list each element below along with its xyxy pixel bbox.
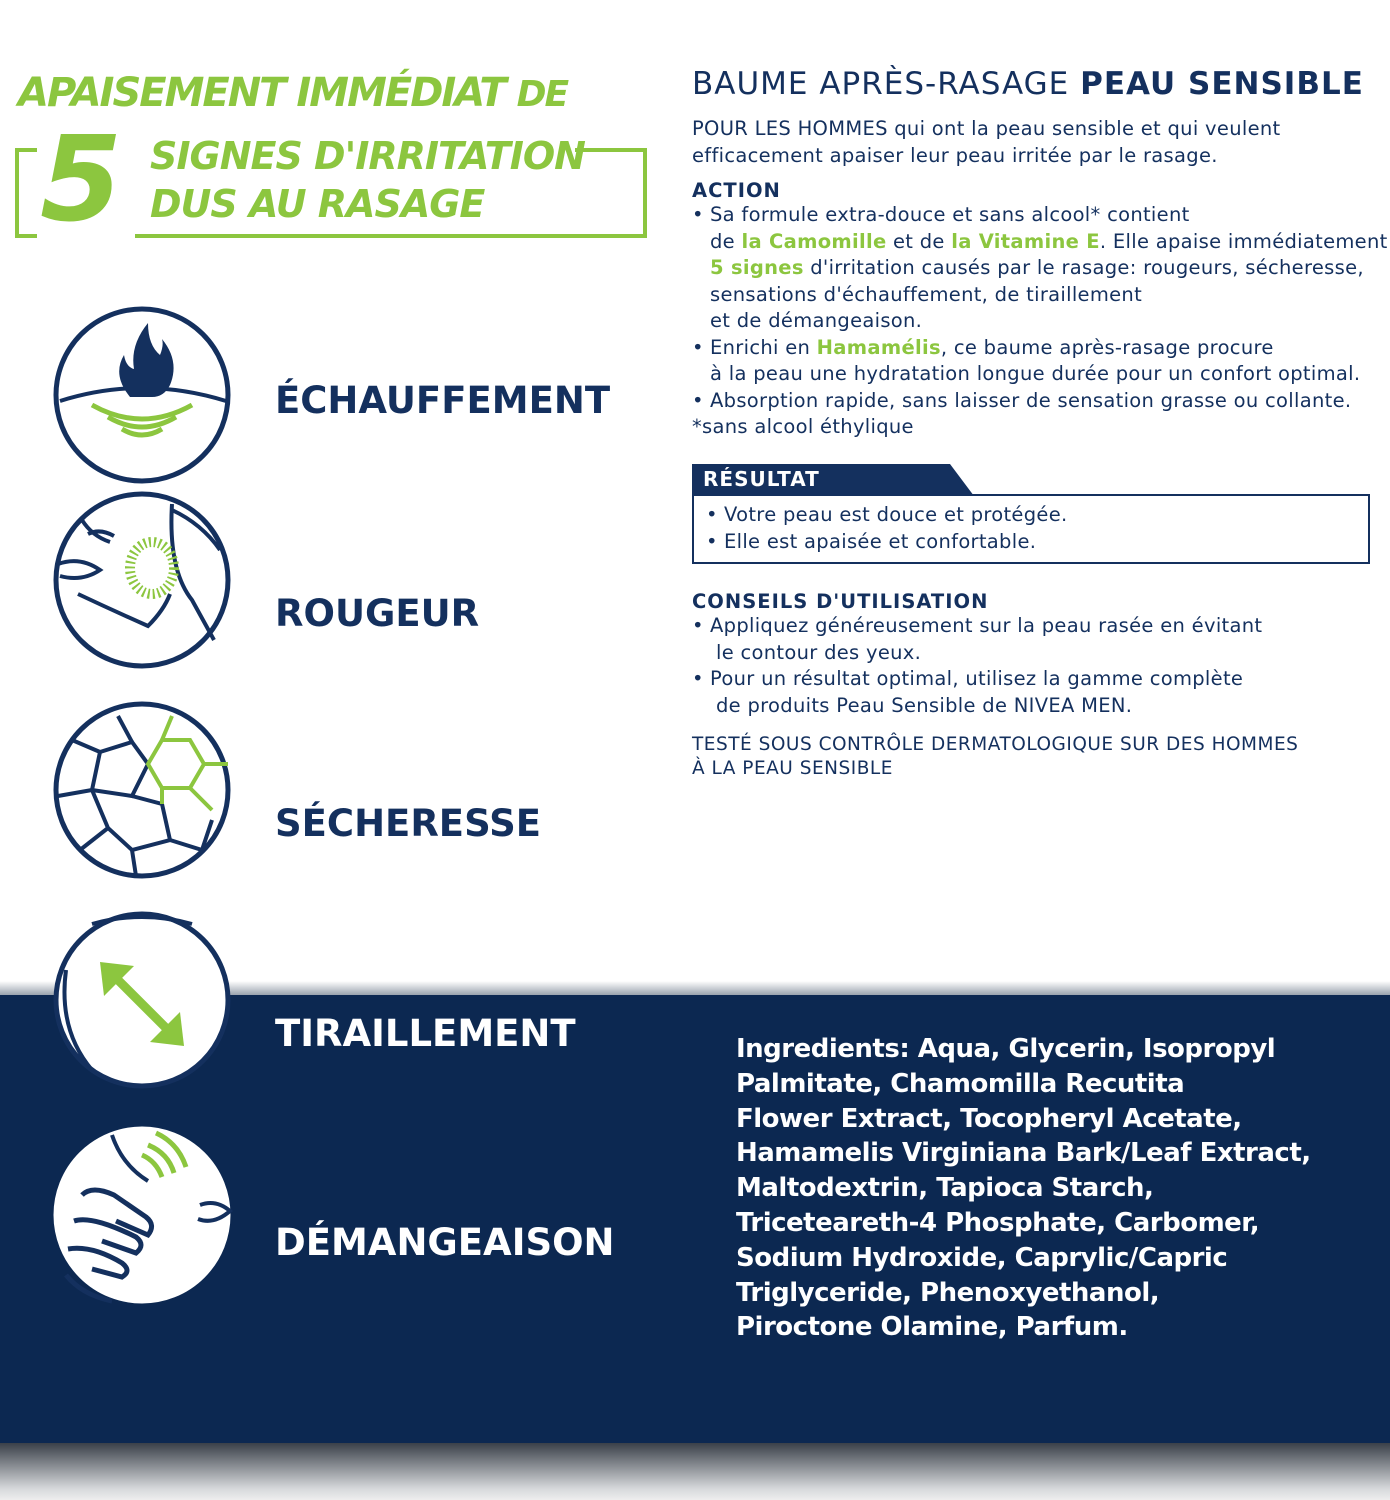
itching-face-icon bbox=[52, 1125, 234, 1307]
face-redness-icon bbox=[52, 490, 234, 672]
symptom-label: DÉMANGEAISON bbox=[275, 1221, 615, 1264]
dermatology-claim: TESTÉ SOUS CONTRÔLE DERMATOLOGIQUE SUR DES HOMMES À LA PEAU SENSIBLE bbox=[692, 734, 1299, 779]
symptom-label: TIRAILLEMENT bbox=[275, 1012, 576, 1055]
headline-line1: APAISEMENT IMMÉDIAT DE bbox=[18, 70, 568, 116]
advice-list: • Appliquez généreusement sur la peau rasée en évitant le contour des yeux. • Pour un résultat optimal, utilisez la gamme complète de produits Peau Sensible de NIVEA MEN. bbox=[692, 613, 1382, 719]
symptom-dryness bbox=[52, 700, 642, 880]
symptom-label: ROUGEUR bbox=[275, 592, 480, 635]
fire-on-skin-icon bbox=[52, 305, 234, 487]
usage-advice bbox=[692, 590, 1382, 781]
action-list: • Sa formule extra-douce et sans alcool* contient de la Camomille et de la Vitamine E. Elle apaise immédiatement 5 signes d'irritation causés par le rasage: rougeurs, sécheresse, sensations d'échauffement, de tiraillement et de démangeaison. • Enrichi en Hamamélis, ce baume après-rasage procure à la peau une hydratation longue durée pour un confort optimal. • Absorption rapide, sans laisser de sensation grasse ou collante. *sans alcool éthylique bbox=[692, 202, 1382, 441]
product-title: BAUME APRÈS-RASAGE PEAU SENSIBLE bbox=[692, 66, 1364, 102]
product-description bbox=[692, 66, 1388, 441]
ingredients-list: Ingredients: Aqua, Glycerin, Isopropyl Palmitate, Chamomilla Recutita Flower Extract, Tocopheryl Acetate, Hamamelis Virginiana Bark/Leaf Extract, Maltodextrin, Tapioca Starch, Triceteareth-4 Phosphate, Carbomer, Sodium Hydroxide, Caprylic/Capric Triglyceride, Phenoxyethanol, Piroctone Olamine, Parfum. bbox=[736, 1034, 1311, 1343]
symptom-itching bbox=[52, 1125, 642, 1305]
symptom-tightness bbox=[52, 910, 642, 1090]
symptom-label: ÉCHAUFFEMENT bbox=[275, 379, 611, 422]
action-heading: ACTION bbox=[692, 179, 781, 202]
result-heading: RÉSULTAT bbox=[703, 467, 820, 491]
bottom-shadow bbox=[0, 1443, 1390, 1500]
headline-number: 5 bbox=[40, 110, 123, 248]
symptom-redness bbox=[52, 490, 642, 670]
dry-skin-cracks-icon bbox=[52, 700, 234, 882]
symptom-heating bbox=[52, 305, 642, 485]
symptom-label: SÉCHERESSE bbox=[275, 802, 541, 845]
advice-heading: CONSEILS D'UTILISATION bbox=[692, 590, 989, 613]
intro-text: POUR LES HOMMES qui ont la peau sensible et qui veulent efficacement apaiser leur peau irritée par le rasage. bbox=[692, 117, 1281, 167]
stretch-arrow-icon bbox=[52, 910, 234, 1092]
headline-lines: SIGNES D'IRRITATION DUS AU RASAGE bbox=[150, 134, 585, 226]
result-box: • Votre peau est douce et protégée. • Elle est apaisée et confortable. bbox=[692, 494, 1370, 564]
